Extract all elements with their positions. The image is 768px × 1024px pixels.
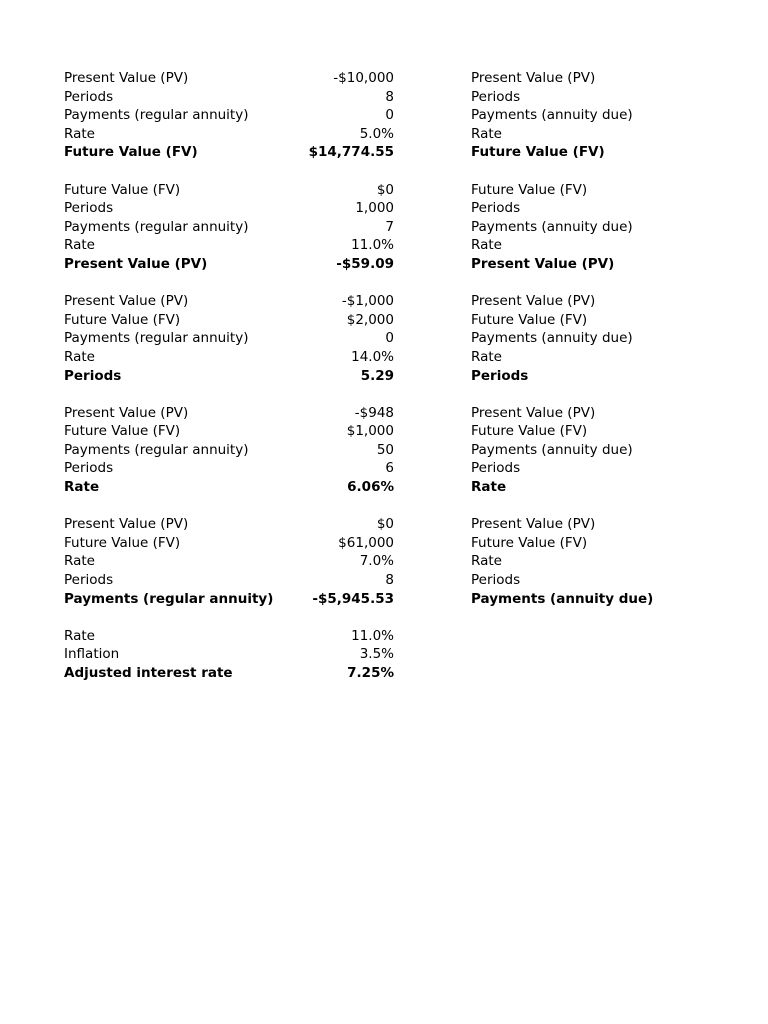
row-label: Future Value (FV) xyxy=(471,181,588,198)
annuity-due-column xyxy=(471,69,731,627)
row-value: 3.5% xyxy=(359,646,394,663)
input-row xyxy=(471,422,731,441)
row-value: 14.0% xyxy=(351,348,394,365)
result-row xyxy=(471,478,731,497)
row-label: Future Value (FV) xyxy=(471,534,588,551)
result-row xyxy=(64,255,394,274)
row-value: $61,000 xyxy=(338,534,394,551)
input-row xyxy=(471,534,731,553)
input-row xyxy=(471,218,731,237)
row-label: Present Value (PV) xyxy=(64,255,208,272)
input-row xyxy=(471,236,731,255)
input-row xyxy=(471,459,731,478)
row-label: Payments (annuity due) xyxy=(471,330,633,347)
row-label: Rate xyxy=(64,237,95,254)
input-row xyxy=(64,552,394,571)
row-label: Future Value (FV) xyxy=(471,144,605,161)
row-label: Present Value (PV) xyxy=(64,516,189,533)
row-label: Rate xyxy=(64,348,95,365)
input-row xyxy=(471,69,731,88)
row-label: Periods xyxy=(471,572,521,589)
row-label: Rate xyxy=(471,553,502,570)
input-row xyxy=(64,88,394,107)
row-value: $1,000 xyxy=(346,423,394,440)
row-label: Future Value (FV) xyxy=(64,423,181,440)
input-row xyxy=(471,552,731,571)
row-label: Periods xyxy=(471,367,529,384)
row-value: 6.06% xyxy=(347,479,394,496)
row-label: Present Value (PV) xyxy=(471,404,596,421)
input-row xyxy=(471,441,731,460)
input-row xyxy=(64,459,394,478)
row-label: Payments (regular annuity) xyxy=(64,330,249,347)
input-row xyxy=(64,404,394,423)
regular-annuity-calc-block xyxy=(64,292,394,385)
row-label: Payments (regular annuity) xyxy=(64,107,249,124)
row-label: Future Value (FV) xyxy=(471,311,588,328)
result-row xyxy=(471,143,731,162)
row-value: 5.0% xyxy=(359,125,394,142)
annuity-due-calc-block xyxy=(471,292,731,385)
row-label: Future Value (FV) xyxy=(64,181,181,198)
row-value: -$59.09 xyxy=(336,255,394,272)
input-row xyxy=(64,571,394,590)
row-label: Periods xyxy=(471,200,521,217)
row-value: -$1,000 xyxy=(341,293,394,310)
row-value: 8 xyxy=(385,572,394,589)
input-row xyxy=(471,88,731,107)
input-row xyxy=(64,292,394,311)
input-row xyxy=(471,404,731,423)
row-label: Inflation xyxy=(64,646,120,663)
result-row xyxy=(471,367,731,386)
input-row xyxy=(471,292,731,311)
input-row xyxy=(64,236,394,255)
row-label: Future Value (FV) xyxy=(471,423,588,440)
row-label: Periods xyxy=(471,460,521,477)
input-row xyxy=(64,515,394,534)
row-value: $0 xyxy=(376,181,394,198)
row-value: 6 xyxy=(385,460,394,477)
input-row xyxy=(471,571,731,590)
input-row xyxy=(471,199,731,218)
row-label: Rate xyxy=(471,125,502,142)
result-row xyxy=(64,590,394,609)
input-row xyxy=(471,181,731,200)
row-label: Periods xyxy=(64,88,114,105)
row-value: -$948 xyxy=(354,404,394,421)
row-value: -$5,945.53 xyxy=(312,590,394,607)
row-label: Present Value (PV) xyxy=(471,293,596,310)
input-row xyxy=(64,311,394,330)
input-row xyxy=(471,125,731,144)
input-row xyxy=(64,627,394,646)
row-label: Periods xyxy=(64,572,114,589)
row-label: Payments (regular annuity) xyxy=(64,218,249,235)
row-value: 11.0% xyxy=(351,237,394,254)
row-label: Payments (annuity due) xyxy=(471,218,633,235)
annuity-due-calc-block xyxy=(471,515,731,608)
row-label: Rate xyxy=(471,237,502,254)
input-row xyxy=(64,329,394,348)
row-value: 5.29 xyxy=(360,367,394,384)
input-row xyxy=(64,125,394,144)
result-row xyxy=(64,367,394,386)
row-label: Future Value (FV) xyxy=(64,311,181,328)
row-label: Payments (annuity due) xyxy=(471,107,633,124)
row-label: Rate xyxy=(64,479,100,496)
row-value: $0 xyxy=(376,516,394,533)
regular-annuity-column xyxy=(64,69,394,701)
row-label: Future Value (FV) xyxy=(64,534,181,551)
input-row xyxy=(64,348,394,367)
row-value: 0 xyxy=(385,330,394,347)
input-row xyxy=(64,199,394,218)
result-row xyxy=(64,664,394,683)
row-value: 0 xyxy=(385,107,394,124)
row-value: -$10,000 xyxy=(333,70,394,86)
row-label: Present Value (PV) xyxy=(64,70,189,86)
row-label: Payments (regular annuity) xyxy=(64,441,249,458)
annuity-due-calc-block xyxy=(471,404,731,497)
input-row xyxy=(471,348,731,367)
row-label: Payments (regular annuity) xyxy=(64,590,274,607)
input-row xyxy=(471,311,731,330)
row-value: 11.0% xyxy=(351,627,394,644)
regular-annuity-calc-block xyxy=(64,515,394,608)
row-value: 50 xyxy=(376,441,394,458)
input-row xyxy=(471,329,731,348)
regular-annuity-calc-block xyxy=(64,69,394,162)
row-value: 1,000 xyxy=(355,200,394,217)
annuity-due-calc-block xyxy=(471,181,731,274)
row-value: 7 xyxy=(385,218,394,235)
input-row xyxy=(64,441,394,460)
row-label: Payments (annuity due) xyxy=(471,590,654,607)
row-value: 8 xyxy=(385,88,394,105)
row-label: Rate xyxy=(471,348,502,365)
row-label: Rate xyxy=(64,125,95,142)
row-label: Present Value (PV) xyxy=(471,70,596,86)
result-row xyxy=(64,143,394,162)
input-row xyxy=(64,69,394,88)
row-value: $2,000 xyxy=(346,311,394,328)
input-row xyxy=(64,218,394,237)
input-row xyxy=(471,106,731,125)
row-label: Periods xyxy=(471,88,521,105)
result-row xyxy=(471,590,731,609)
row-label: Present Value (PV) xyxy=(471,255,615,272)
row-label: Present Value (PV) xyxy=(471,516,596,533)
annuity-due-calc-block xyxy=(471,69,731,162)
row-label: Periods xyxy=(64,367,122,384)
row-label: Present Value (PV) xyxy=(64,404,189,421)
input-row xyxy=(64,181,394,200)
row-label: Periods xyxy=(64,460,114,477)
input-row xyxy=(64,422,394,441)
row-label: Periods xyxy=(64,200,114,217)
row-value: 7.0% xyxy=(359,553,394,570)
result-row xyxy=(64,478,394,497)
regular-annuity-calc-block xyxy=(64,627,394,683)
row-label: Rate xyxy=(64,553,95,570)
row-label: Payments (annuity due) xyxy=(471,441,633,458)
input-row xyxy=(471,515,731,534)
row-label: Rate xyxy=(64,627,95,644)
row-label: Rate xyxy=(471,479,507,496)
row-label: Adjusted interest rate xyxy=(64,665,233,681)
input-row xyxy=(64,106,394,125)
row-label: Future Value (FV) xyxy=(64,144,198,161)
row-value: 7.25% xyxy=(347,665,394,681)
regular-annuity-calc-block xyxy=(64,404,394,497)
row-value: $14,774.55 xyxy=(308,144,394,161)
result-row xyxy=(471,255,731,274)
row-label: Present Value (PV) xyxy=(64,293,189,310)
regular-annuity-calc-block xyxy=(64,181,394,274)
input-row xyxy=(64,534,394,553)
input-row xyxy=(64,645,394,664)
